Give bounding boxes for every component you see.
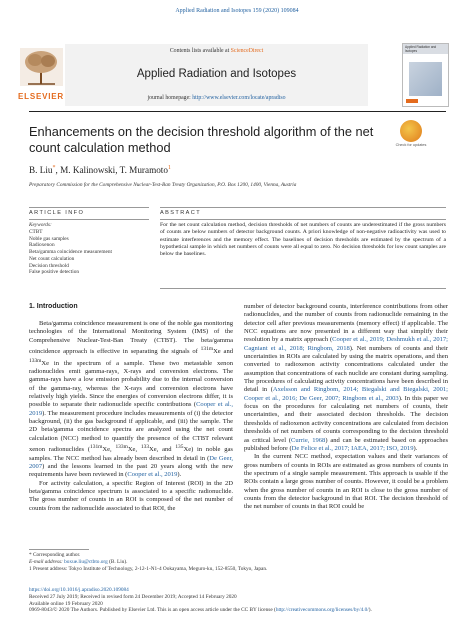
journal-citation[interactable]: Applied Radiation and Isotopes 159 (2020) 109084: [175, 8, 299, 14]
author-mark[interactable]: 1: [167, 165, 171, 171]
keyword-list: [29, 229, 149, 276]
author-list: B. Liu*, M. Kalinowski, T. Muramoto$^1$: [29, 165, 171, 176]
doi-link[interactable]: https://doi.org/10.1016/j.apradiso.2020.109084: [29, 587, 129, 593]
journal-homepage: journal homepage: http://www.elsevier.com/locate/apradiso: [147, 95, 286, 101]
citation-link[interactable]: De Felice et al., 2017; IAEA, 2017; ISO, 2019: [291, 444, 414, 452]
keyword: Decision threshold: [29, 262, 69, 269]
journal-cover[interactable]: [402, 43, 449, 107]
footnote-present-address: 1 Present address: Tokyo Institute of Technology, 2-12-1-N1-4 Ookayama, Meguro-ku, 152-8550, Tokyo, Japan.: [29, 565, 268, 572]
affiliation: Preparatory Commission for the Comprehensive Nuclear-Test-Ban Treaty Organization, P.O. Box 1200, 1400, Vienna, Austria: [29, 182, 297, 188]
citation-link[interactable]: Axelsson and Ringbom, 2014; Biegalski and Biegalski, 2001; Cooper et al., 2016; De Geer, 2007; Ringbom et al., 2003: [244, 386, 448, 402]
citation-link[interactable]: Currie, 1968: [291, 436, 326, 444]
header-rule: [29, 111, 446, 112]
keyword: Net count calculation: [29, 255, 75, 262]
received-dates: Received 27 July 2019; Received in revised form 24 December 2019; Accepted 14 February 2020: [29, 593, 237, 600]
author-mark[interactable]: *: [52, 165, 56, 171]
email-link[interactable]: boxue.liu@ctbto.org: [64, 558, 108, 565]
keyword: CTBT: [29, 229, 43, 235]
body-column-left: [29, 320, 233, 513]
author-name[interactable]: M. Kalinowski: [60, 165, 116, 176]
intro-paragraph-3: In the current NCC method, expectation values and their variances of gross numbers of counts in ROIs are estimated as gross numbers of counts in the spectrum of a single sample measurement. This approach is usable if the ROIs contain a large gross number of counts. However, it could be a problem when the gross number of counts in an ROI is close to the gross number of counts from the detector background in that ROI. The decision threshold of the net number of counts in that ROI could be: [244, 453, 448, 511]
abstract-text: For the net count calculation method, decision thresholds of net numbers of counts are underestimated if the gross numbers of counts are below numbers of detector background counts. A priori knowledge of non-negative radioactivity was used to estimate interferences and the memory effect. The baselines of decision thresholds are estimated by the spectrum of a hypothetical sample in which net numbers of counts were all equal to zero. No decision thresholds for low count samples are below the baselines.: [160, 222, 446, 258]
article-info-heading: ARTICLE INFO: [29, 210, 85, 216]
keywords-label: Keywords:: [29, 222, 52, 228]
publication-info: [29, 587, 449, 614]
citation-link[interactable]: Cooper et al., 2019; Deshmukh et al., 2017; Cagniant et al., 2018; Ringbom, 2018: [244, 336, 448, 352]
abstract-top-rule: [160, 207, 446, 208]
keyword: Beta/gamma coincidence measurement: [29, 249, 112, 256]
keyword: Radioxenon: [29, 242, 55, 249]
intro-paragraph-2-cont: number of detector background counts, interference contributions from other radionuclides, and the number of counts from radionuclide remaining in the detector cell after previous measurements (memory effect) if applicable. The NCC equations are now presented in a different way that simplify their resolution by a matrix approach (Cooper et al., 2019; Deshmukh et al., 2017; Cagniant et al., 2018; Ringbom, 2018). Net numbers of counts and their uncertainties in ROIs are calculated by using the matrix operations, and then converted to radioxenon activity concentrations calculated under the assumption that concentrations of each nuclide are constant during sampling. The procedures of calculating activity concentrations have been described in detail in (Axelsson and Ringbom, 2014; Biegalski and Biegalski, 2001; Cooper et al., 2016; De Geer, 2007; Ringbom et al., 2003). In this paper we focus on the procedures for calculating net numbers of counts, their uncertainties, and their associated decision thresholds. The decision thresholds of radioxenon activity concentrations are calculated from decision thresholds of net numbers of counts corresponding to the decision threshold as critical level (Currie, 1968) and can be estimated based on approaches published before (De Felice et al., 2017; IAEA, 2017; ISO, 2019).: [244, 303, 448, 452]
keyword: False positive detection: [29, 269, 80, 276]
cover-publisher-mark: [406, 99, 418, 103]
footnote-corresponding: * Corresponding author.: [29, 552, 81, 558]
info-mid-rule: [29, 219, 149, 220]
footnotes: [29, 552, 449, 572]
author-name[interactable]: T. Muramoto: [119, 165, 168, 176]
sciencedirect-link[interactable]: ScienceDirect: [230, 48, 264, 54]
journal-header: [65, 44, 368, 106]
keyword: Noble gas samples: [29, 235, 69, 242]
citation-link[interactable]: De Geer, 2007: [29, 454, 233, 471]
citation-link[interactable]: Cooper et al., 2019: [127, 471, 178, 479]
citation-link[interactable]: Cooper et al., 2019: [29, 401, 233, 417]
license-link[interactable]: http://creativecommons.org/licenses/by/4.0/: [275, 607, 369, 614]
intro-paragraph-2: For activity calculation, a specific Region of Interest (ROI) in the 2D beta/gamma coincidence spectrum is associated to a specific radionuclide. The gross number of counts in an ROI is composed of the net number of counts from the radionuclide associated to that ROI, the: [29, 479, 233, 512]
contents-line: Contents lists available at ScienceDirect: [169, 48, 264, 54]
cover-title: Applied Radiation and Isotopes: [405, 45, 437, 53]
author-name[interactable]: B. Liu: [29, 165, 53, 176]
abstract-mid-rule: [160, 219, 446, 220]
homepage-link[interactable]: http://www.elsevier.com/locate/apradiso: [192, 95, 286, 101]
journal-title: Applied Radiation and Isotopes: [136, 68, 297, 80]
publisher-logo-text: ELSEVIER: [18, 92, 64, 101]
footnote-rule: [29, 549, 89, 550]
section-heading: 1. Introduction: [29, 303, 78, 310]
intro-paragraph-1: Beta/gamma coincidence measurement is one of the noble gas monitoring technologies of the International Monitoring System (IMS) of the Comprehensive Nuclear-Test-Ban Treaty (CTBT). The beta/gamma coincidence approach is effective in separating the signals of $^{131m}$Xe and $^{133m}$Xe in the spectrum of a sample. These two metastable xenon radionuclides emit gamma-rays, X-rays and conversion electrons. The gamma-rays have a low emission probability due to the internal conversion of the gamma-ray, whereas the X-rays and conversion electrons have relatively high yields. Since the energies of conversion electrons differ, it is possible to separate their radionuclide specific contributions (Cooper et al., 2019). The measurement procedure includes measurements of (i) the detector background, (ii) the gas background if applicable, and (iii) the sample. The 2D beta/gamma coincidence spectra are analyzed using the net count calculation (NCC) method to quantify the presence of the CTBT relevant xenon radionuclides ($^{131m}$Xe, $^{133m}$Xe, $^{133}$Xe, and $^{135}$Xe) in noble gas samples. The NCC method has already been described in detail in (De Geer, 2007) and the lessons learned in the past 20 years along with the new requirements have been reviewed in (Cooper et al., 2019).: [29, 320, 233, 479]
article-title: Enhancements on the decision threshold algorithm of the net count calculation method: [29, 124, 374, 155]
check-for-updates-label[interactable]: Check for updates: [395, 143, 427, 147]
footnote-email: E-mail address: boxue.liu@ctbto.org (B. Liu).: [29, 558, 128, 565]
abstract-heading: ABSTRACT: [160, 210, 202, 216]
info-top-rule: [29, 207, 149, 208]
online-date: Available online 19 February 2020: [29, 600, 103, 607]
abstract-bottom-rule: [160, 288, 446, 289]
check-for-updates-icon[interactable]: [400, 120, 422, 142]
cover-image: [409, 62, 442, 96]
license-line: 0969-8043/© 2020 The Authors. Published by Elsevier Ltd. This is an open access article under the CC BY license (http://creativecommons.org/licenses/by/4.0/).: [29, 607, 372, 614]
elsevier-tree-logo: [20, 48, 63, 86]
body-column-right: [244, 303, 448, 512]
